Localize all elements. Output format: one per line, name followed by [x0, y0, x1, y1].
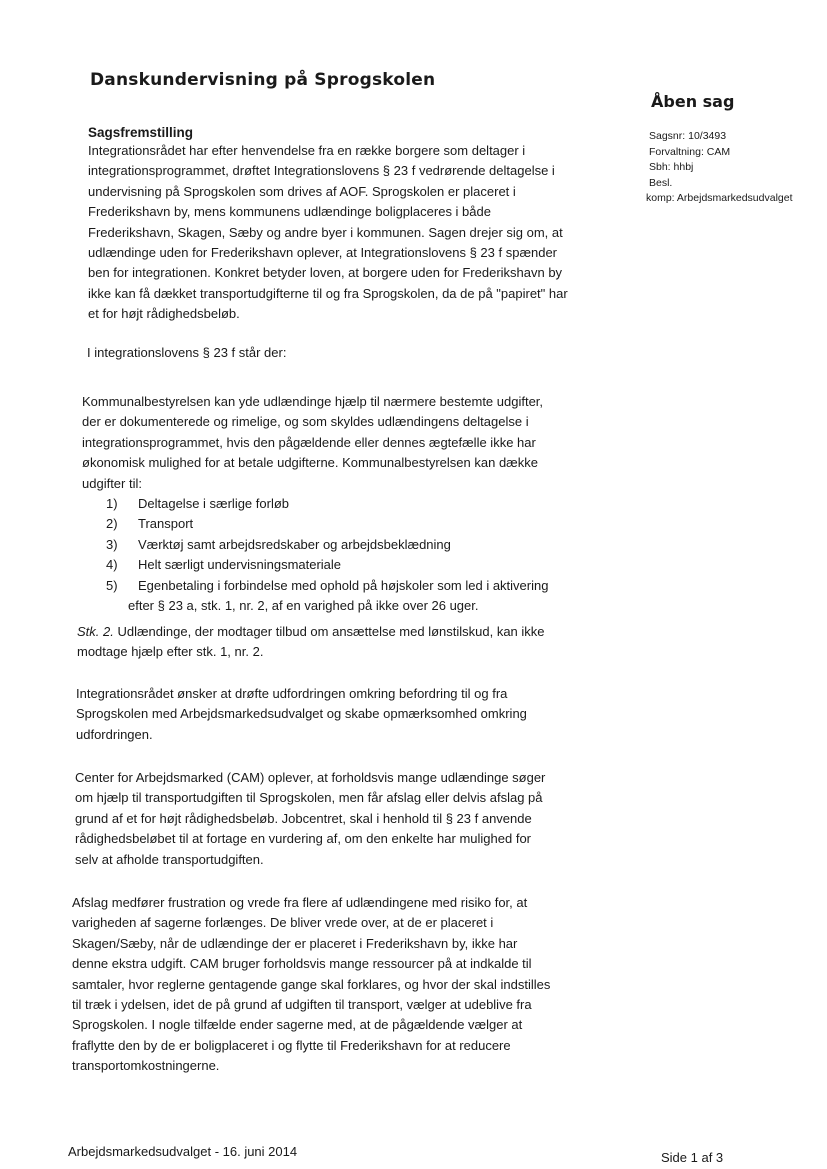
- document-title: Danskundervisning på Sprogskolen: [90, 70, 436, 90]
- law-line: udgifter til:: [82, 475, 142, 491]
- law-item-continuation: efter § 23 a, stk. 1, nr. 2, af en varighed på ikke over 26 uger.: [128, 598, 479, 614]
- paragraph-line: grund af et for højt rådighedsbeløb. Jobcentret, skal i henhold til § 23 f anvende: [75, 810, 532, 826]
- administration: Forvaltning: CAM: [649, 145, 731, 158]
- intro-line: et for højt rådighedsbeløb.: [88, 306, 240, 322]
- section-heading: Sagsfremstilling: [88, 125, 194, 140]
- stk-line: modtage hjælp efter stk. 1, nr. 2.: [77, 644, 264, 660]
- law-item-number: 2): [106, 516, 118, 532]
- intro-line: ben for integrationen. Konkret betyder loven, at borgere uden for Frederikshavn by: [88, 265, 563, 281]
- law-line: økonomisk mulighed for at betale udgifterne. Kommunalbestyrelsen kan dække: [82, 455, 538, 471]
- law-items: [82, 494, 548, 616]
- footer-meeting: Arbejdsmarkedsudvalget - 16. juni 2014: [68, 1144, 298, 1159]
- law-item: [82, 576, 548, 617]
- law-item-text: Deltagelse i særlige forløb: [138, 496, 290, 512]
- law-item: [82, 555, 548, 575]
- paragraph-line: transportomkostningerne.: [72, 1058, 220, 1074]
- intro-line: Frederikshavn, Skagen, Sæby og andre byer i kommunen. Sagen drejer sig om, at: [88, 224, 563, 240]
- paragraph-line: om hjælp til transportudgiften til Sprogskolen, men får afslag eller delvis afslag på: [75, 790, 543, 806]
- paragraph-line: Sprogskolen. I nogle tilfælde ender sagerne med, at de pågældende vælger at: [72, 1017, 523, 1033]
- intro-line: ikke kan få dækket transportudgifterne til og fra Sprogskolen, da de på "papiret" har: [88, 285, 568, 301]
- competence: komp: Arbejdsmarkedsudvalget: [646, 192, 793, 204]
- paragraph-discussion: [76, 684, 527, 745]
- law-intro: I integrationslovens § 23 f står der:: [87, 345, 287, 360]
- paragraph-line: Afslag medfører frustration og vrede fra flere af udlændingene med risiko for, at: [72, 895, 528, 910]
- law-item: [82, 535, 548, 555]
- law-item-number: 4): [106, 557, 118, 573]
- paragraph-line: Skagen/Sæby, når de udlændinge der er placeret i Frederikshavn by, ikke har: [72, 935, 518, 951]
- law-item-number: 1): [106, 496, 118, 512]
- law-item-text: Helt særligt undervisningsmateriale: [138, 557, 342, 573]
- law-item-text: Værktøj samt arbejdsredskaber og arbejdsbeklædning: [138, 536, 451, 552]
- paragraph-line: varigheden af sagerne forlænges. De bliver vrede over, at de er placeret i: [72, 915, 494, 931]
- case-handler: Sbh: hhbj: [649, 161, 694, 173]
- footer-page-number: Side 1 af 3: [661, 1150, 724, 1165]
- law-item: [82, 494, 548, 514]
- law-line: der er dokumenterede og rimelige, og som skyldes udlændingens deltagelse i: [82, 414, 529, 430]
- law-item-text: Egenbetaling i forbindelse med ophold på højskoler som led i aktivering: [138, 577, 549, 593]
- law-line: integrationsprogrammet, hvis den pågældende eller dennes ægtefælle ikke har: [82, 434, 536, 450]
- law-line: Kommunalbestyrelsen kan yde udlændinge hjælp til nærmere bestemte udgifter,: [82, 394, 544, 409]
- paragraph-line: samtaler, hvor reglerne gentagende gange skal forklares, og hvor der skal indstilles: [72, 976, 551, 992]
- stk-2: [77, 622, 545, 663]
- paragraph-line: Sprogskolen med Arbejdsmarkedsudvalget og skabe opmærksomhed omkring: [76, 706, 527, 722]
- law-item-text: Transport: [138, 516, 194, 532]
- paragraph-line: udfordringen.: [76, 726, 153, 742]
- paragraph-line: til træk i ydelsen, idet de på grund af udgiften til transport, vælger at udeblive fra: [72, 997, 532, 1013]
- paragraph-consequences: [72, 893, 550, 1077]
- decision: Besl.: [649, 176, 673, 189]
- intro-line: Integrationsrådet har efter henvendelse fra en række borgere som deltager i: [88, 143, 526, 158]
- paragraph-line: rådighedsbeløbet til at fortage en vurdering af, om den enkelte har mulighed for: [75, 831, 531, 847]
- stk-label: Stk. 2.: [77, 624, 114, 639]
- law-item-number: 3): [106, 536, 118, 552]
- case-metadata: [646, 129, 793, 207]
- law-item-number: 5): [106, 577, 118, 593]
- intro-block: [88, 125, 568, 325]
- paragraph-line: selv at afholde transportudgiften.: [75, 851, 264, 867]
- paragraph-line: Center for Arbejdsmarked (CAM) oplever, at forholdsvis mange udlændinge søger: [75, 770, 546, 785]
- case-number: Sagsnr: 10/3493: [649, 130, 727, 142]
- paragraph-line: fraflytte den by de er boligplaceret i og flytte til Frederikshavn for at reducere: [72, 1037, 511, 1053]
- law-item: [82, 514, 548, 534]
- paragraph-line: Integrationsrådet ønsker at drøfte udfordringen omkring befordring til og fra: [76, 686, 508, 701]
- paragraph-cam: [75, 768, 545, 870]
- intro-line: Frederikshavn by, mens kommunens udlændinge boligplaceres i både: [88, 204, 491, 220]
- case-status: Åben sag: [651, 92, 735, 111]
- stk-line: Udlændinge, der modtager tilbud om ansættelse med lønstilskud, kan ikke: [113, 624, 545, 639]
- paragraph-line: denne ekstra udgift. CAM bruger forholdsvis mange ressourcer på at indkalde til: [72, 956, 532, 972]
- intro-line: integrationsprogrammet, drøftet Integrationslovens § 23 f vedrørende deltagelse i: [88, 163, 555, 179]
- intro-line: udlændinge uden for Frederikshavn oplever, at Integrationslovens § 23 f spænder: [88, 245, 558, 261]
- law-quote: [82, 392, 548, 616]
- intro-line: undervisning på Sprogskolen som drives af AOF. Sprogskolen er placeret i: [88, 183, 516, 199]
